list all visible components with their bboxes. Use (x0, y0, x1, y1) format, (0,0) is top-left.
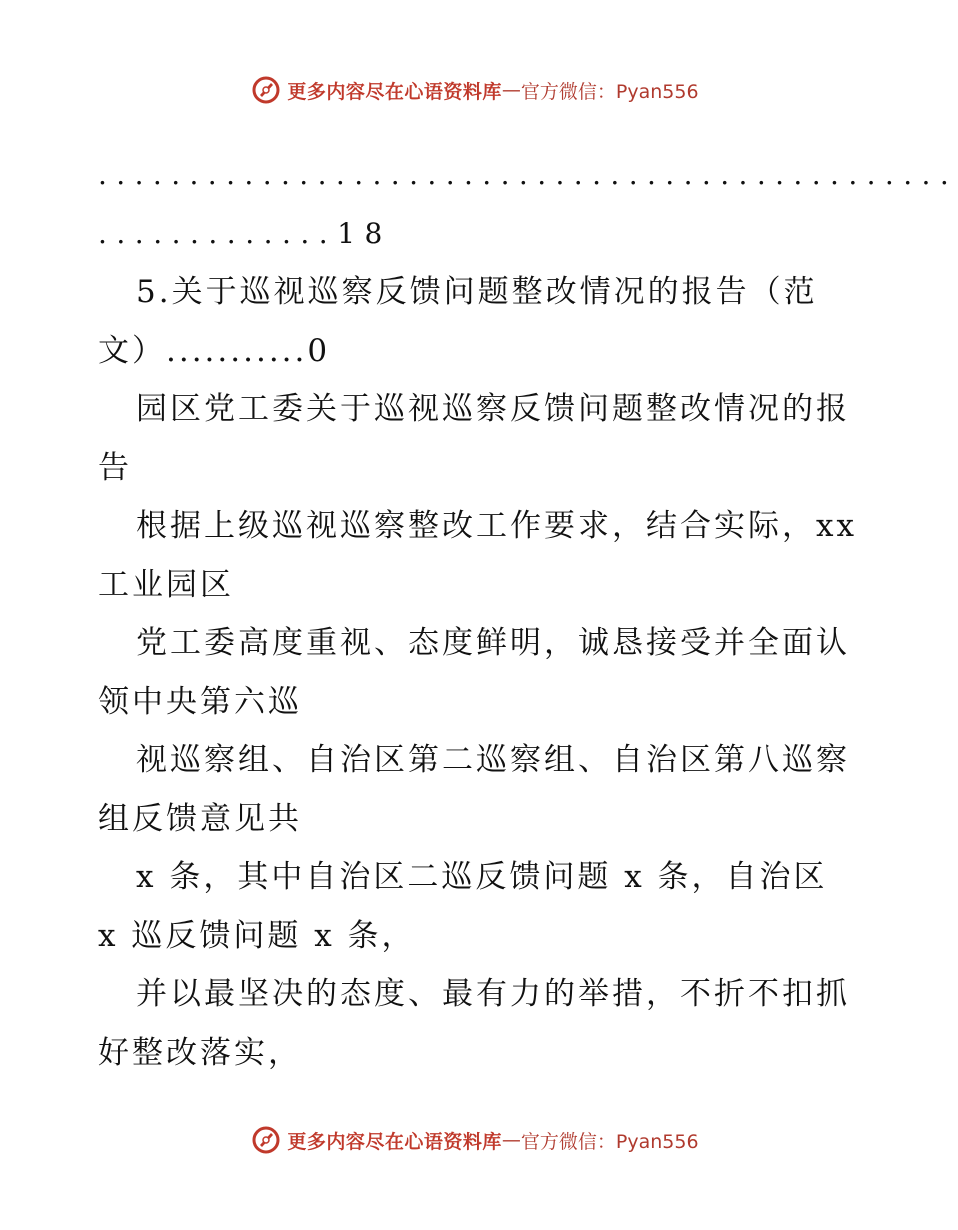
header-banner-wechat: 官方微信：Pyan556 (520, 80, 699, 103)
toc-entry-continuation: 文）...........0 (98, 332, 331, 369)
paragraph-line: 党工委高度重视、态度鲜明，诚恳接受并全面认 (136, 625, 850, 661)
paragraph-line: 组反馈意见共 (98, 800, 302, 837)
report-title-line: 园区党工委关于巡视巡察反馈问题整改情况的报 (136, 391, 850, 427)
header-banner-text: 更多内容尽在心语资料库 (287, 80, 502, 103)
toc-entry-line: 5.关于巡视巡察反馈问题整改情况的报告（范 (136, 274, 818, 310)
header-banner (0, 70, 950, 110)
paragraph-line: x 条，其中自治区二巡反馈问题 x 条，自治区 (136, 859, 828, 895)
paragraph-line: 领中央第六巡 (98, 683, 302, 720)
header-banner-separator: — (501, 79, 521, 101)
footer-banner-text: 更多内容尽在心语资料库 (287, 1130, 502, 1153)
footer-banner-separator: — (501, 1129, 521, 1151)
paragraph-line: 好整改落实， (98, 1034, 302, 1071)
paragraph-line: 工业园区 (98, 566, 234, 603)
report-title-continuation: 告 (98, 449, 132, 486)
paragraph-line: 视巡察组、自治区第二巡察组、自治区第八巡察 (136, 742, 850, 778)
brand-logo-icon (251, 75, 281, 105)
paragraph-line: 根据上级巡视巡察整改工作要求，结合实际，xx (136, 508, 857, 544)
paragraph-line: x 巡反馈问题 x 条， (98, 917, 416, 954)
paragraph-line: 并以最坚决的态度、最有力的举措，不折不扣抓 (136, 976, 850, 1012)
brand-logo-icon (251, 1125, 281, 1155)
toc-leader-line: ............................................... (98, 158, 958, 191)
footer-banner (0, 1120, 950, 1160)
toc-leader-page-line: .............18 (98, 216, 392, 250)
footer-banner-wechat: 官方微信：Pyan556 (520, 1130, 699, 1153)
document-body (98, 146, 958, 1082)
